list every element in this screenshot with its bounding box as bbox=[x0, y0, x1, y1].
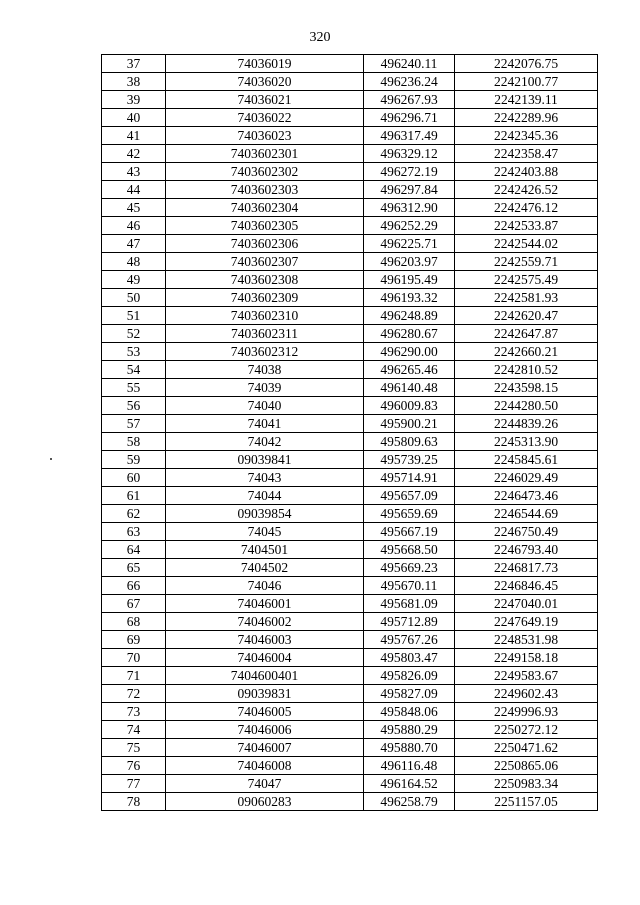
x-coordinate-cell: 495681.09 bbox=[364, 595, 455, 613]
x-coordinate-cell: 496280.67 bbox=[364, 325, 455, 343]
row-number-cell: 77 bbox=[102, 775, 166, 793]
row-number-cell: 58 bbox=[102, 433, 166, 451]
row-number-cell: 47 bbox=[102, 235, 166, 253]
x-coordinate-cell: 495670.11 bbox=[364, 577, 455, 595]
row-number-cell: 74 bbox=[102, 721, 166, 739]
table-row bbox=[102, 55, 598, 73]
x-coordinate-cell: 496140.48 bbox=[364, 379, 455, 397]
x-coordinate-cell: 496195.49 bbox=[364, 271, 455, 289]
table-row bbox=[102, 181, 598, 199]
row-number-cell: 70 bbox=[102, 649, 166, 667]
y-coordinate-cell: 2249158.18 bbox=[455, 649, 598, 667]
table-row bbox=[102, 541, 598, 559]
row-number-cell: 78 bbox=[102, 793, 166, 811]
x-coordinate-cell: 496265.46 bbox=[364, 361, 455, 379]
x-coordinate-cell: 495809.63 bbox=[364, 433, 455, 451]
y-coordinate-cell: 2242533.87 bbox=[455, 217, 598, 235]
y-coordinate-cell: 2249602.43 bbox=[455, 685, 598, 703]
table-row bbox=[102, 703, 598, 721]
x-coordinate-cell: 496240.11 bbox=[364, 55, 455, 73]
y-coordinate-cell: 2242544.02 bbox=[455, 235, 598, 253]
point-id-cell: 74040 bbox=[166, 397, 364, 415]
y-coordinate-cell: 2243598.15 bbox=[455, 379, 598, 397]
table-row bbox=[102, 325, 598, 343]
x-coordinate-cell: 496296.71 bbox=[364, 109, 455, 127]
table-row bbox=[102, 379, 598, 397]
x-coordinate-cell: 496329.12 bbox=[364, 145, 455, 163]
row-number-cell: 49 bbox=[102, 271, 166, 289]
y-coordinate-cell: 2242620.47 bbox=[455, 307, 598, 325]
row-number-cell: 57 bbox=[102, 415, 166, 433]
point-id-cell: 74039 bbox=[166, 379, 364, 397]
table-row bbox=[102, 415, 598, 433]
row-number-cell: 48 bbox=[102, 253, 166, 271]
point-id-cell: 74036019 bbox=[166, 55, 364, 73]
x-coordinate-cell: 495880.70 bbox=[364, 739, 455, 757]
point-id-cell: 74042 bbox=[166, 433, 364, 451]
table-row bbox=[102, 577, 598, 595]
point-id-cell: 74043 bbox=[166, 469, 364, 487]
point-id-cell: 74044 bbox=[166, 487, 364, 505]
table-row bbox=[102, 433, 598, 451]
row-number-cell: 63 bbox=[102, 523, 166, 541]
x-coordinate-cell: 496203.97 bbox=[364, 253, 455, 271]
coordinates-table bbox=[101, 54, 598, 811]
point-id-cell: 74036022 bbox=[166, 109, 364, 127]
point-id-cell: 7403602302 bbox=[166, 163, 364, 181]
x-coordinate-cell: 495767.26 bbox=[364, 631, 455, 649]
y-coordinate-cell: 2242289.96 bbox=[455, 109, 598, 127]
y-coordinate-cell: 2247649.19 bbox=[455, 613, 598, 631]
y-coordinate-cell: 2244839.26 bbox=[455, 415, 598, 433]
row-number-cell: 53 bbox=[102, 343, 166, 361]
point-id-cell: 74047 bbox=[166, 775, 364, 793]
table-row bbox=[102, 145, 598, 163]
x-coordinate-cell: 495739.25 bbox=[364, 451, 455, 469]
point-id-cell: 7403602312 bbox=[166, 343, 364, 361]
table-row bbox=[102, 757, 598, 775]
point-id-cell: 7403602305 bbox=[166, 217, 364, 235]
y-coordinate-cell: 2242403.88 bbox=[455, 163, 598, 181]
y-coordinate-cell: 2242575.49 bbox=[455, 271, 598, 289]
point-id-cell: 7403602311 bbox=[166, 325, 364, 343]
row-number-cell: 68 bbox=[102, 613, 166, 631]
point-id-cell: 74036023 bbox=[166, 127, 364, 145]
point-id-cell: 74036020 bbox=[166, 73, 364, 91]
point-id-cell: 74036021 bbox=[166, 91, 364, 109]
row-number-cell: 39 bbox=[102, 91, 166, 109]
table-row bbox=[102, 163, 598, 181]
y-coordinate-cell: 2250272.12 bbox=[455, 721, 598, 739]
table-row bbox=[102, 739, 598, 757]
y-coordinate-cell: 2249996.93 bbox=[455, 703, 598, 721]
y-coordinate-cell: 2247040.01 bbox=[455, 595, 598, 613]
table-row bbox=[102, 775, 598, 793]
row-number-cell: 73 bbox=[102, 703, 166, 721]
table-row bbox=[102, 685, 598, 703]
x-coordinate-cell: 496267.93 bbox=[364, 91, 455, 109]
x-coordinate-cell: 496312.90 bbox=[364, 199, 455, 217]
table-row bbox=[102, 343, 598, 361]
point-id-cell: 09060283 bbox=[166, 793, 364, 811]
row-number-cell: 59 bbox=[102, 451, 166, 469]
point-id-cell: 74046004 bbox=[166, 649, 364, 667]
y-coordinate-cell: 2242358.47 bbox=[455, 145, 598, 163]
point-id-cell: 74046007 bbox=[166, 739, 364, 757]
row-number-cell: 60 bbox=[102, 469, 166, 487]
x-coordinate-cell: 495848.06 bbox=[364, 703, 455, 721]
row-number-cell: 71 bbox=[102, 667, 166, 685]
table-row bbox=[102, 235, 598, 253]
row-number-cell: 56 bbox=[102, 397, 166, 415]
table-row bbox=[102, 217, 598, 235]
row-number-cell: 72 bbox=[102, 685, 166, 703]
row-number-cell: 44 bbox=[102, 181, 166, 199]
row-number-cell: 61 bbox=[102, 487, 166, 505]
table-row bbox=[102, 523, 598, 541]
point-id-cell: 74046006 bbox=[166, 721, 364, 739]
coordinates-table-body bbox=[102, 55, 598, 811]
table-row bbox=[102, 199, 598, 217]
x-coordinate-cell: 496252.29 bbox=[364, 217, 455, 235]
table-row bbox=[102, 613, 598, 631]
y-coordinate-cell: 2248531.98 bbox=[455, 631, 598, 649]
y-coordinate-cell: 2245313.90 bbox=[455, 433, 598, 451]
x-coordinate-cell: 496116.48 bbox=[364, 757, 455, 775]
table-row bbox=[102, 361, 598, 379]
x-coordinate-cell: 496009.83 bbox=[364, 397, 455, 415]
y-coordinate-cell: 2251157.05 bbox=[455, 793, 598, 811]
x-coordinate-cell: 495659.69 bbox=[364, 505, 455, 523]
table-row bbox=[102, 793, 598, 811]
table-row bbox=[102, 649, 598, 667]
y-coordinate-cell: 2244280.50 bbox=[455, 397, 598, 415]
y-coordinate-cell: 2242660.21 bbox=[455, 343, 598, 361]
point-id-cell: 09039854 bbox=[166, 505, 364, 523]
table-row bbox=[102, 667, 598, 685]
row-number-cell: 69 bbox=[102, 631, 166, 649]
y-coordinate-cell: 2242647.87 bbox=[455, 325, 598, 343]
row-number-cell: 75 bbox=[102, 739, 166, 757]
x-coordinate-cell: 496272.19 bbox=[364, 163, 455, 181]
point-id-cell: 7403602307 bbox=[166, 253, 364, 271]
x-coordinate-cell: 496225.71 bbox=[364, 235, 455, 253]
y-coordinate-cell: 2246846.45 bbox=[455, 577, 598, 595]
point-id-cell: 74046002 bbox=[166, 613, 364, 631]
point-id-cell: 7403602308 bbox=[166, 271, 364, 289]
point-id-cell: 09039831 bbox=[166, 685, 364, 703]
scan-speck bbox=[50, 458, 52, 460]
row-number-cell: 42 bbox=[102, 145, 166, 163]
x-coordinate-cell: 496297.84 bbox=[364, 181, 455, 199]
x-coordinate-cell: 495900.21 bbox=[364, 415, 455, 433]
point-id-cell: 74046008 bbox=[166, 757, 364, 775]
table-row bbox=[102, 253, 598, 271]
row-number-cell: 52 bbox=[102, 325, 166, 343]
y-coordinate-cell: 2249583.67 bbox=[455, 667, 598, 685]
table-row bbox=[102, 91, 598, 109]
row-number-cell: 46 bbox=[102, 217, 166, 235]
point-id-cell: 09039841 bbox=[166, 451, 364, 469]
point-id-cell: 74045 bbox=[166, 523, 364, 541]
x-coordinate-cell: 495803.47 bbox=[364, 649, 455, 667]
table-row bbox=[102, 397, 598, 415]
y-coordinate-cell: 2242581.93 bbox=[455, 289, 598, 307]
x-coordinate-cell: 496193.32 bbox=[364, 289, 455, 307]
x-coordinate-cell: 495667.19 bbox=[364, 523, 455, 541]
row-number-cell: 62 bbox=[102, 505, 166, 523]
table-row bbox=[102, 505, 598, 523]
point-id-cell: 7403602304 bbox=[166, 199, 364, 217]
x-coordinate-cell: 495880.29 bbox=[364, 721, 455, 739]
row-number-cell: 64 bbox=[102, 541, 166, 559]
x-coordinate-cell: 496258.79 bbox=[364, 793, 455, 811]
point-id-cell: 7404600401 bbox=[166, 667, 364, 685]
y-coordinate-cell: 2242076.75 bbox=[455, 55, 598, 73]
table-row bbox=[102, 595, 598, 613]
x-coordinate-cell: 495712.89 bbox=[364, 613, 455, 631]
page-number: 320 bbox=[309, 30, 331, 45]
x-coordinate-cell: 495714.91 bbox=[364, 469, 455, 487]
table-row bbox=[102, 451, 598, 469]
point-id-cell: 7404502 bbox=[166, 559, 364, 577]
x-coordinate-cell: 495826.09 bbox=[364, 667, 455, 685]
x-coordinate-cell: 496164.52 bbox=[364, 775, 455, 793]
y-coordinate-cell: 2246473.46 bbox=[455, 487, 598, 505]
y-coordinate-cell: 2250983.34 bbox=[455, 775, 598, 793]
row-number-cell: 38 bbox=[102, 73, 166, 91]
table-row bbox=[102, 271, 598, 289]
y-coordinate-cell: 2246544.69 bbox=[455, 505, 598, 523]
point-id-cell: 74038 bbox=[166, 361, 364, 379]
row-number-cell: 37 bbox=[102, 55, 166, 73]
y-coordinate-cell: 2242139.11 bbox=[455, 91, 598, 109]
y-coordinate-cell: 2242559.71 bbox=[455, 253, 598, 271]
point-id-cell: 74041 bbox=[166, 415, 364, 433]
x-coordinate-cell: 496317.49 bbox=[364, 127, 455, 145]
point-id-cell: 7403602309 bbox=[166, 289, 364, 307]
row-number-cell: 40 bbox=[102, 109, 166, 127]
point-id-cell: 74046005 bbox=[166, 703, 364, 721]
row-number-cell: 50 bbox=[102, 289, 166, 307]
row-number-cell: 54 bbox=[102, 361, 166, 379]
row-number-cell: 76 bbox=[102, 757, 166, 775]
row-number-cell: 67 bbox=[102, 595, 166, 613]
y-coordinate-cell: 2246750.49 bbox=[455, 523, 598, 541]
y-coordinate-cell: 2242426.52 bbox=[455, 181, 598, 199]
table-row bbox=[102, 721, 598, 739]
row-number-cell: 66 bbox=[102, 577, 166, 595]
row-number-cell: 43 bbox=[102, 163, 166, 181]
table-row bbox=[102, 487, 598, 505]
y-coordinate-cell: 2246793.40 bbox=[455, 541, 598, 559]
point-id-cell: 7404501 bbox=[166, 541, 364, 559]
table-row bbox=[102, 631, 598, 649]
point-id-cell: 74046 bbox=[166, 577, 364, 595]
point-id-cell: 74046001 bbox=[166, 595, 364, 613]
x-coordinate-cell: 495668.50 bbox=[364, 541, 455, 559]
table-row bbox=[102, 127, 598, 145]
x-coordinate-cell: 496236.24 bbox=[364, 73, 455, 91]
table-row bbox=[102, 109, 598, 127]
x-coordinate-cell: 496248.89 bbox=[364, 307, 455, 325]
point-id-cell: 74046003 bbox=[166, 631, 364, 649]
x-coordinate-cell: 495827.09 bbox=[364, 685, 455, 703]
row-number-cell: 55 bbox=[102, 379, 166, 397]
y-coordinate-cell: 2242810.52 bbox=[455, 361, 598, 379]
row-number-cell: 41 bbox=[102, 127, 166, 145]
x-coordinate-cell: 495657.09 bbox=[364, 487, 455, 505]
row-number-cell: 65 bbox=[102, 559, 166, 577]
table-row bbox=[102, 289, 598, 307]
point-id-cell: 7403602301 bbox=[166, 145, 364, 163]
y-coordinate-cell: 2246029.49 bbox=[455, 469, 598, 487]
table-row bbox=[102, 307, 598, 325]
y-coordinate-cell: 2250865.06 bbox=[455, 757, 598, 775]
table-row bbox=[102, 469, 598, 487]
row-number-cell: 45 bbox=[102, 199, 166, 217]
point-id-cell: 7403602303 bbox=[166, 181, 364, 199]
table-row bbox=[102, 559, 598, 577]
y-coordinate-cell: 2245845.61 bbox=[455, 451, 598, 469]
x-coordinate-cell: 496290.00 bbox=[364, 343, 455, 361]
y-coordinate-cell: 2242100.77 bbox=[455, 73, 598, 91]
table-row bbox=[102, 73, 598, 91]
y-coordinate-cell: 2242345.36 bbox=[455, 127, 598, 145]
y-coordinate-cell: 2242476.12 bbox=[455, 199, 598, 217]
y-coordinate-cell: 2246817.73 bbox=[455, 559, 598, 577]
point-id-cell: 7403602306 bbox=[166, 235, 364, 253]
point-id-cell: 7403602310 bbox=[166, 307, 364, 325]
row-number-cell: 51 bbox=[102, 307, 166, 325]
y-coordinate-cell: 2250471.62 bbox=[455, 739, 598, 757]
x-coordinate-cell: 495669.23 bbox=[364, 559, 455, 577]
